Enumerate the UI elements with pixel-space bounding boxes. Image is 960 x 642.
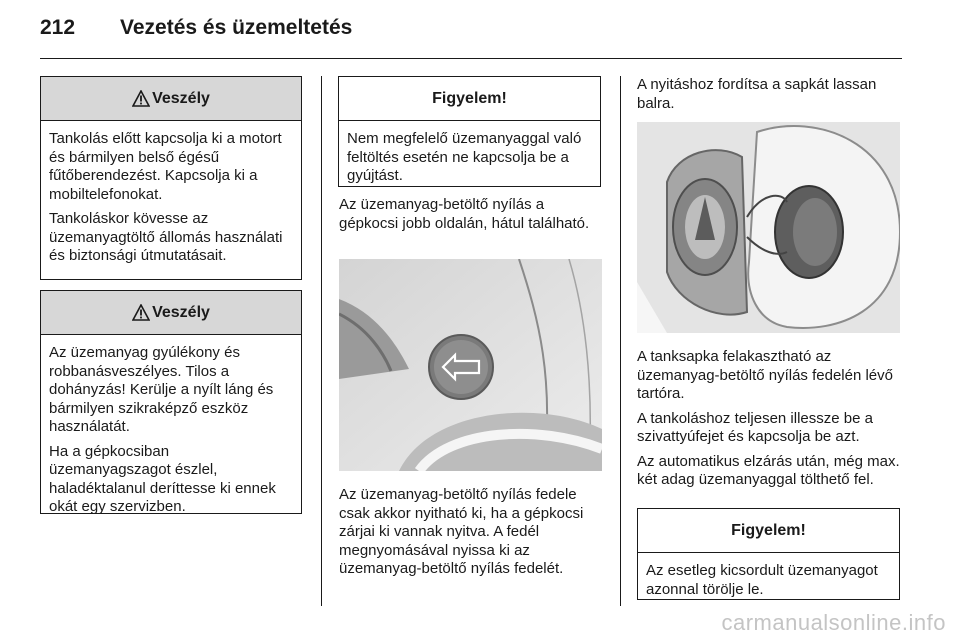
body-paragraph: Az üzemanyag-betöltő nyílás fedele csak akkor nyitható ki, ha a gépkocsi zárjai ki vannak nyitva. A fedél megnyomásával nyissa ki az üzemanyag-betöltő nyílás fedelét. xyxy=(339,486,584,577)
column-divider-right xyxy=(620,76,621,606)
fuel-flap-location-text xyxy=(339,196,601,239)
body-paragraph: A tanksapka felakasztható az üzemanyag-betöltő nyílás fedelén lévő tartóra. xyxy=(637,348,893,402)
warning-triangle-icon xyxy=(132,304,150,321)
body-paragraph: Az automatikus elzárás után, még max. két adag üzemanyaggal tölthető fel. xyxy=(637,452,900,488)
fuel-flap-open-text xyxy=(339,486,604,585)
fuel-cap-icon xyxy=(637,122,900,333)
car-side-photo xyxy=(339,259,602,471)
cap-instructions-text xyxy=(637,348,905,496)
warning-box-title: Veszély xyxy=(152,303,210,321)
notice-box-wrong-fuel xyxy=(338,76,601,187)
notice-box-header xyxy=(638,509,899,553)
warning-box-body xyxy=(41,335,301,525)
warning-box-flammable xyxy=(40,290,302,514)
notice-box-body xyxy=(638,553,899,607)
body-paragraph: A tankoláshoz teljesen illessze be a szivattyúfejet és kapcsolja be azt. xyxy=(637,409,873,445)
warning-paragraph: Ha a gépkocsiban üzemanyagszagot észlel, haladéktalanul deríttesse ki ennek okát egy szervizben. xyxy=(49,442,276,515)
cap-open-text xyxy=(637,76,902,119)
notice-text: Az esetleg kicsordult üzemanyagot azonnal törölje le. xyxy=(646,562,878,598)
warning-paragraph: Tankolás előtt kapcsolja ki a motort és bármilyen belső égésű fűtőberendezést. Kapcsolja ki a mobiltelefonokat. xyxy=(49,130,282,203)
body-paragraph: A nyitáshoz fordítsa a sapkát lassan balra. xyxy=(637,76,877,112)
body-paragraph: Az üzemanyag-betöltő nyílás a gépkocsi jobb oldalán, hátul található. xyxy=(339,196,590,232)
notice-box-spilled-fuel xyxy=(637,508,900,600)
page-number: 212 xyxy=(40,16,76,39)
warning-box-header xyxy=(41,77,301,121)
warning-box-title: Veszély xyxy=(152,89,210,107)
notice-box-title: Figyelem! xyxy=(432,89,507,107)
warning-box-fuel-engine xyxy=(40,76,302,280)
fuel-flap-arrow-icon xyxy=(339,259,602,471)
watermark: carmanualsonline.info xyxy=(721,610,946,635)
notice-box-header xyxy=(339,77,600,121)
warning-paragraph: Az üzemanyag gyúlékony és robbanásveszélyes. Tilos a dohányzás! Kerülje a nyílt láng és bármilyen szikraképző eszköz használatát. xyxy=(49,344,274,435)
warning-box-header xyxy=(41,291,301,335)
column-divider-left xyxy=(321,76,322,606)
notice-text: Nem megfelelő üzemanyaggal való feltöltés esetén ne kapcsolja be a gyújtást. xyxy=(347,130,582,184)
chapter-title: Vezetés és üzemeltetés xyxy=(120,16,353,39)
notice-box-body xyxy=(339,121,600,194)
page-header xyxy=(40,16,920,56)
warning-box-body xyxy=(41,121,301,274)
warning-triangle-icon xyxy=(132,90,150,107)
fuel-cap-photo xyxy=(637,122,900,333)
warning-paragraph: Tankoláskor kövesse az üzemanyagtöltő állomás használati és biztonsági útmutatásait. xyxy=(49,210,283,264)
notice-box-title: Figyelem! xyxy=(731,521,806,539)
header-rule xyxy=(40,58,902,59)
